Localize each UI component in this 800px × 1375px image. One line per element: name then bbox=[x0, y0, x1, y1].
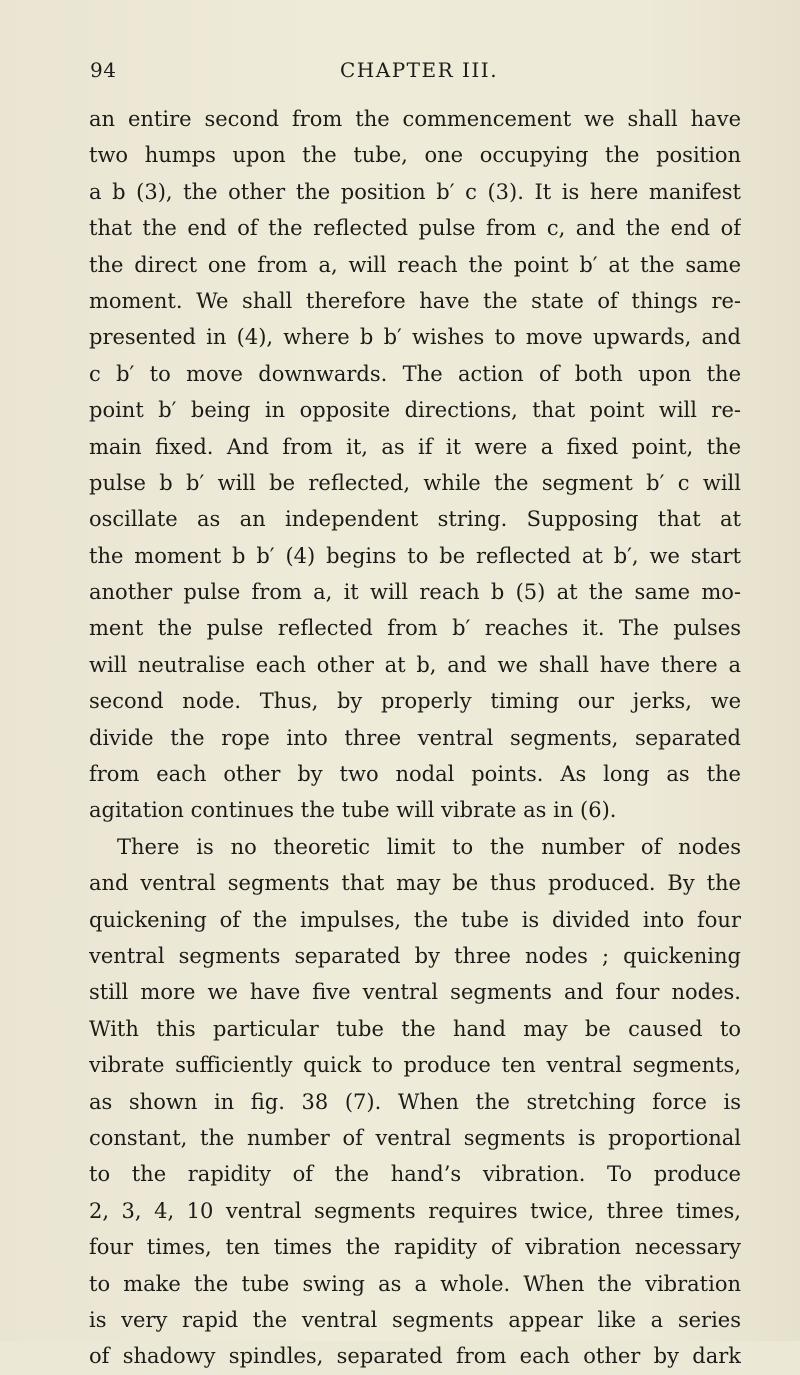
text-line: four times, ten times the rapidity of vibration necessary bbox=[89, 1235, 741, 1260]
text-line: moment. We shall therefore have the state of things re- bbox=[89, 288, 741, 313]
text-line: a b (3), the other the position b′ c (3). It is here manifest bbox=[89, 179, 741, 204]
text-line: as shown in fig. 38 (7). When the stretching force is bbox=[89, 1089, 741, 1114]
text-line: second node. Thus, by properly timing our jerks, we bbox=[89, 689, 741, 714]
text-line: and ventral segments that may be thus produced. By the bbox=[89, 871, 741, 896]
text-line: pulse b b′ will be reflected, while the segment b′ c will bbox=[89, 470, 741, 495]
text-line: 2, 3, 4, 10 ventral segments requires twice, three times, bbox=[89, 1198, 741, 1223]
body-text bbox=[89, 101, 741, 1375]
text-line: ment the pulse reflected from b′ reaches it. The pulses bbox=[89, 616, 741, 641]
text-line: is very rapid the ventral segments appear like a series bbox=[89, 1307, 741, 1332]
page-header bbox=[90, 58, 740, 88]
text-line: to the rapidity of the hand’s vibration. To produce bbox=[89, 1162, 741, 1187]
text-line: c b′ to move downwards. The action of both upon the bbox=[89, 361, 741, 386]
text-line: There is no theoretic limit to the number of nodes bbox=[117, 834, 741, 859]
text-line: constant, the number of ventral segments is proportional bbox=[89, 1125, 741, 1150]
text-line: from each other by two nodal points. As long as the bbox=[89, 762, 741, 787]
text-line: With this particular tube the hand may be caused to bbox=[89, 1016, 741, 1041]
text-line: the moment b b′ (4) begins to be reflected at b′, we start bbox=[89, 543, 741, 568]
running-head: CHAPTER III. bbox=[340, 58, 499, 82]
page-number: 94 bbox=[90, 58, 117, 82]
text-line: vibrate sufficiently quick to produce ten ventral segments, bbox=[89, 1053, 741, 1078]
text-line: still more we have five ventral segments and four nodes. bbox=[89, 980, 741, 1005]
text-line: divide the rope into three ventral segments, separated bbox=[89, 725, 741, 750]
text-line: ventral segments separated by three nodes ; quickening bbox=[89, 943, 741, 968]
text-line: the direct one from a, will reach the point b′ at the same bbox=[89, 252, 741, 277]
text-line: two humps upon the tube, one occupying the position bbox=[89, 143, 741, 168]
text-line: to make the tube swing as a whole. When the vibration bbox=[89, 1271, 741, 1296]
text-line: quickening of the impulses, the tube is divided into four bbox=[89, 907, 741, 932]
text-line: presented in (4), where b b′ wishes to move upwards, and bbox=[89, 325, 741, 350]
text-line: main fixed. And from it, as if it were a fixed point, the bbox=[89, 434, 741, 459]
text-line: point b′ being in opposite directions, that point will re- bbox=[89, 398, 741, 423]
text-line: another pulse from a, it will reach b (5) at the same mo- bbox=[89, 580, 741, 605]
text-line: an entire second from the commencement we shall have bbox=[89, 107, 741, 131]
text-line: oscillate as an independent string. Supposing that at bbox=[89, 507, 741, 532]
text-line: will neutralise each other at b, and we shall have there a bbox=[89, 652, 741, 677]
text-line: that the end of the reflected pulse from c, and the end of bbox=[89, 216, 741, 241]
text-line: of shadowy spindles, separated from each other by dark bbox=[89, 1344, 741, 1369]
text-line: agitation continues the tube will vibrate as in (6). bbox=[89, 798, 617, 823]
